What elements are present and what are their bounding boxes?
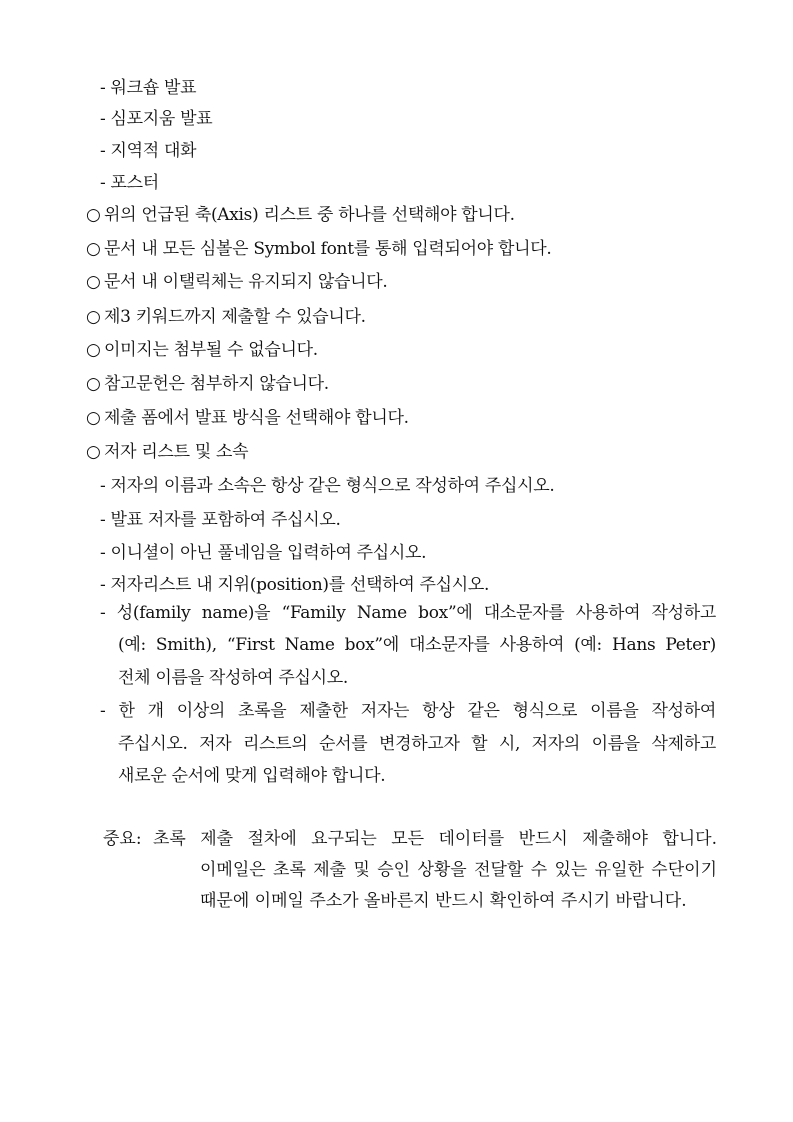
important-note-body <box>153 824 717 917</box>
rule-text: 문서 내 모든 심볼은 Symbol font를 통해 입력되어야 합니다. <box>104 239 552 259</box>
rule-text: 문서 내 이탤릭체는 유지되지 않습니다. <box>104 272 388 292</box>
circle-bullet-icon: ○ <box>86 408 101 428</box>
presentation-type-poster: - 포스터 <box>100 173 159 193</box>
author-rule-format: - 저자의 이름과 소속은 항상 같은 형식으로 작성하여 주십시오. <box>100 476 555 496</box>
author-rule-multi-line2: 주십시오. 저자 리스트의 순서를 변경하고자 할 시, 저자의 이름을 삭제하고 <box>118 734 716 754</box>
rule-text: 참고문헌은 첨부하지 않습니다. <box>104 374 329 394</box>
author-rule-multi-line1: - 한 개 이상의 초록을 제출한 저자는 항상 같은 형식으로 이름을 작성하여 <box>100 701 716 721</box>
circle-bullet-icon: ○ <box>86 442 101 462</box>
author-rule-multi-line3: 새로운 순서에 맞게 입력해야 합니다. <box>118 766 386 786</box>
rule-axis <box>86 204 515 226</box>
presentation-type-symposium: - 심포지움 발표 <box>100 109 213 129</box>
author-rule-name-line1: - 성(family name)을 “Family Name box”에 대소문자를 사용하여 작성하고 <box>100 603 716 623</box>
circle-bullet-icon: ○ <box>86 340 101 360</box>
circle-bullet-icon: ○ <box>86 272 101 292</box>
author-rule-presenter: - 발표 저자를 포함하여 주십시오. <box>100 510 341 530</box>
rule-keywords <box>86 306 366 328</box>
circle-bullet-icon: ○ <box>86 205 101 225</box>
important-note-line2: 이메일은 초록 제출 및 승인 상황을 전달할 수 있는 유일한 수단이기 <box>200 860 717 880</box>
rule-references <box>86 373 329 395</box>
rule-presentation-method <box>86 407 409 429</box>
circle-bullet-icon: ○ <box>86 239 101 259</box>
rule-images <box>86 339 318 361</box>
rule-symbol-font <box>86 238 551 260</box>
rule-italics <box>86 271 387 293</box>
rule-author-list <box>86 441 248 463</box>
rule-text: 저자 리스트 및 소속 <box>104 442 249 462</box>
author-rule-fullname: - 이니셜이 아닌 풀네임을 입력하여 주십시오. <box>100 543 427 563</box>
important-note-line3: 때문에 이메일 주소가 올바른지 반드시 확인하여 주시기 바랍니다. <box>200 891 687 911</box>
important-note-line1: 초록 제출 절차에 요구되는 모든 데이터를 반드시 제출해야 합니다. <box>153 829 717 849</box>
presentation-type-workshop: - 워크숍 발표 <box>100 78 197 98</box>
author-rule-position: - 저자리스트 내 지위(position)를 선택하여 주십시오. <box>100 575 490 595</box>
author-rule-name-line3: 전체 이름을 작성하여 주십시오. <box>118 668 349 688</box>
rule-text: 이미지는 첨부될 수 없습니다. <box>104 340 318 360</box>
circle-bullet-icon: ○ <box>86 374 101 394</box>
rule-text: 위의 언급된 축(Axis) 리스트 중 하나를 선택해야 합니다. <box>104 205 515 225</box>
circle-bullet-icon: ○ <box>86 307 101 327</box>
rule-text: 제출 폼에서 발표 방식을 선택해야 합니다. <box>104 408 409 428</box>
important-note-label: 중요: <box>103 829 142 849</box>
author-rule-name-line2: (예: Smith), “First Name box”에 대소문자를 사용하여 (예: Hans Peter) <box>118 635 716 655</box>
presentation-type-regional: - 지역적 대화 <box>100 141 197 161</box>
rule-text: 제3 키워드까지 제출할 수 있습니다. <box>104 307 366 327</box>
